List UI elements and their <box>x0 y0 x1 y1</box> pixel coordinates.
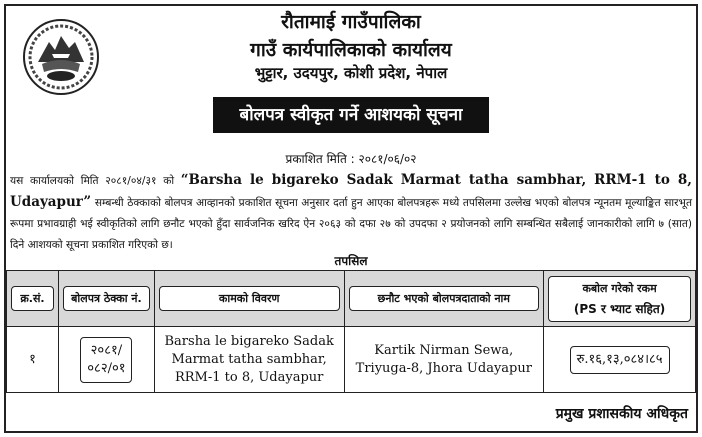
header-description: कामको विवरण <box>154 271 344 327</box>
project-name: “Barsha le bigareko Sadak Marmat tatha sambhar, RRM-1 to 8, Udayapur” <box>10 172 692 210</box>
header-bidder: छनौट भएको बोलपत्रदाताको नाम <box>344 271 544 327</box>
cell-amount: रु.१६,१३,०८४।८५ <box>544 327 696 393</box>
header-sn: क्र.सं. <box>7 271 59 327</box>
header-bid-no: बोलपत्र ठेक्का नं. <box>58 271 154 327</box>
cell-bidder: Kartik Nirman Sewa, Triyuga-8, Jhora Udayapur <box>344 327 544 393</box>
table-header-row <box>7 271 696 327</box>
cell-sn: १ <box>7 327 59 393</box>
cell-bid-no: २०८१/ ०८२/०१ <box>58 327 154 393</box>
municipality-name: रौतामाई गाउँपालिका <box>281 11 421 33</box>
notice-title: बोलपत्र स्वीकृत गर्ने आशयको सूचना <box>213 97 489 133</box>
body-text-part1: यस कार्यालयको मिति २०८१/०४/३१ को <box>10 175 175 187</box>
published-date: प्रकाशित मिति : २०८१/०६/०२ <box>285 152 417 166</box>
signature-title: प्रमुख प्रशासकीय अधिकृत <box>555 406 688 422</box>
tapsil-label: तपसिल <box>334 254 368 268</box>
body-text-part2: सम्बन्धी ठेक्काको बोलपत्र आव्हानको प्रकाशित सूचना अनुसार दर्ता हुन आएका बोलपत्रहरू मध्ये तपसिलमा उल्लेख भएको बोलपत्र न्यूनतम मूल्याङ्कित सारभूत रूपमा प्रभावग्राही भई स्वीकृतिको लागि छनौट भएको हुँदा सार्वजनिक खरिद ऐन २०६३ को दफा २७ को उपदफा २ प्रयोजनको लागि सम्बन्धित सबैलाई जानकारीको लागि ७ (सात) दिने आशयको सूचना प्रकाशित गरिएको छ। <box>10 197 692 251</box>
notice-body <box>10 170 692 256</box>
bid-table <box>6 270 696 393</box>
header-amount: कबोल गरेको रकम (PS र भ्याट सहित) <box>544 271 696 327</box>
cell-description: Barsha le bigareko Sadak Marmat tatha sambhar, RRM-1 to 8, Udayapur <box>154 327 344 393</box>
office-address: भुट्टार, उदयपुर, कोशी प्रदेश, नेपाल <box>254 64 448 82</box>
office-name: गाउँ कार्यपालिकाको कार्यालय <box>250 39 452 61</box>
table-row <box>7 327 696 393</box>
